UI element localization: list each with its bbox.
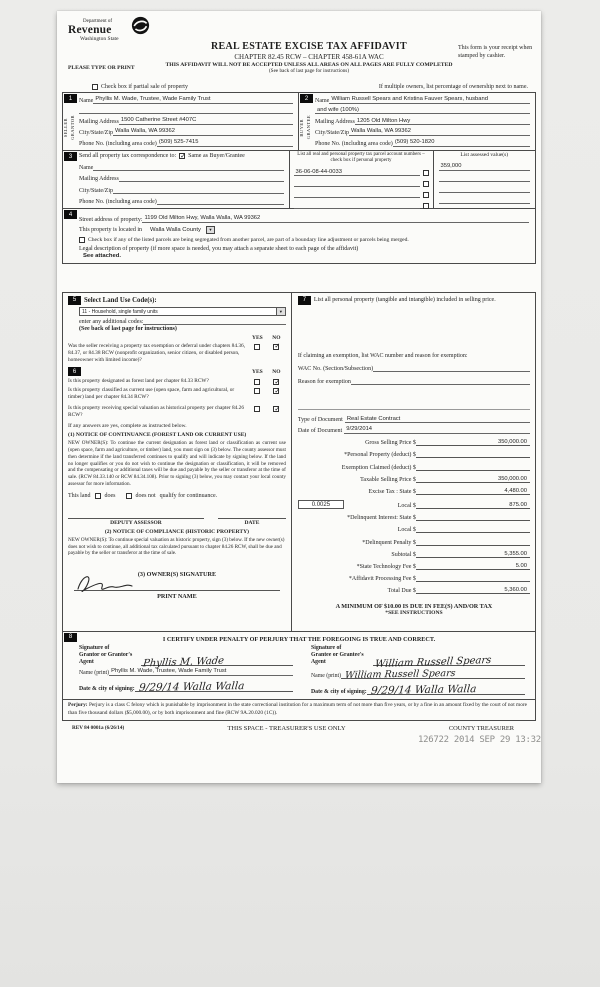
see-back-note: (See back of last page for instructions) bbox=[268, 68, 350, 74]
date-of-document-label: Date of Document bbox=[297, 427, 343, 434]
current-use-question-row bbox=[68, 387, 286, 401]
legal-description-value: See attached. bbox=[83, 252, 121, 259]
grantor-date-city-field[interactable] bbox=[135, 679, 293, 692]
section-7-badge: 7 bbox=[298, 296, 311, 305]
logo-state-text: Washington State bbox=[80, 36, 119, 42]
notice-continuance-title: (1) NOTICE OF CONTINUANCE (FOREST LAND OR CURRENT USE) bbox=[68, 432, 247, 439]
cashier-stamp: 126722 2014 SEP 29 13:32 bbox=[418, 735, 541, 745]
buyer-name-overflow-field[interactable]: and wife (100%) bbox=[315, 107, 530, 115]
corr-csz-label: City/State/Zip bbox=[79, 187, 113, 194]
send-correspondence-label: Send all property tax correspondence to: bbox=[79, 153, 177, 159]
if-any-yes-note: If any answers are yes, complete as instructed below. bbox=[68, 423, 187, 430]
buyer-address-field[interactable]: 1205 Old Milton Hwy bbox=[355, 118, 530, 126]
grantee-signature-block bbox=[299, 644, 531, 698]
section-1-seller bbox=[63, 93, 299, 150]
personal-deduct-field[interactable] bbox=[416, 451, 530, 458]
additional-codes-label: enter any additional codes: bbox=[79, 318, 144, 325]
technology-fee-label: *State Technology Fee $ bbox=[356, 564, 416, 571]
buyer-name-field[interactable]: William Russell Spears and Kristina Fauver Spears, husband bbox=[329, 96, 530, 104]
parcel-numbers-block bbox=[290, 151, 434, 208]
right-column bbox=[292, 293, 535, 631]
chevron-down-icon: ▼ bbox=[208, 227, 213, 233]
parcel-2-field[interactable] bbox=[294, 180, 420, 187]
multiple-owners-note: If multiple owners, list percentage of ownership next to name. bbox=[378, 84, 528, 90]
owner-signature-title: (3) OWNER(S) SIGNATURE bbox=[137, 571, 217, 579]
land-use-title: Select Land Use Code(s): bbox=[84, 296, 157, 304]
checkbox-exemption-no[interactable] bbox=[273, 344, 279, 350]
section-4-badge: 4 bbox=[64, 210, 77, 219]
seller-name-field[interactable]: Phyllis M. Wade, Trustee, Wade Family Trust bbox=[93, 96, 293, 104]
partial-sale-row bbox=[92, 84, 528, 90]
chevron-down-icon bbox=[276, 308, 285, 315]
assessed-2-field[interactable] bbox=[439, 175, 531, 182]
logo-dept-text: Department of bbox=[83, 19, 113, 24]
owner-signature-block bbox=[68, 571, 286, 600]
section-2-badge: 2 bbox=[300, 94, 313, 103]
exemption-deduct-label: Exemption Claimed (deduct) $ bbox=[341, 464, 416, 471]
buyer-role-label: BUYER bbox=[299, 118, 305, 137]
header-center bbox=[162, 19, 456, 74]
grantor-signature-handwriting: Phyllis M. Wade bbox=[142, 655, 225, 670]
section-3-badge: 3 bbox=[64, 152, 77, 161]
dropdown-arrow-glyph: ▼ bbox=[278, 308, 283, 314]
check-icon: ✓ bbox=[274, 342, 281, 351]
signature-of-label: Signature of bbox=[311, 644, 342, 651]
please-type-note: PLEASE TYPE OR PRINT bbox=[68, 65, 135, 71]
checkbox-exemption-yes[interactable] bbox=[254, 344, 260, 350]
located-in-label: This property is located in bbox=[79, 226, 142, 233]
land-use-dropdown[interactable] bbox=[79, 307, 286, 316]
checkbox-forest-yes[interactable] bbox=[254, 379, 260, 385]
section-5-badge: 5 bbox=[68, 296, 81, 305]
subtotal-label: Subtotal $ bbox=[391, 551, 416, 558]
grantee-date-city-label: Date & city of signing: bbox=[311, 689, 367, 696]
certify-statement: I CERTIFY UNDER PENALTY OF PERJURY THAT THE FOREGOING IS TRUE AND CORRECT. bbox=[162, 635, 436, 643]
form-header bbox=[62, 19, 536, 83]
local-rate-row bbox=[298, 500, 416, 509]
corr-name-label: Name bbox=[79, 164, 94, 171]
grantee-date-city-handwriting: 9/29/14 Walla Walla bbox=[370, 683, 477, 698]
seller-phone-label: Phone No. (including area code) bbox=[79, 141, 157, 147]
checkbox-parcel-2-personal[interactable] bbox=[423, 181, 429, 187]
checkbox-does[interactable] bbox=[95, 493, 101, 499]
wac-no-label: WAC No. (Section/Subsection) bbox=[297, 365, 374, 372]
checkbox-currentuse-no[interactable] bbox=[273, 388, 279, 394]
buyer-name-label: Name bbox=[315, 97, 330, 104]
land-use-value: 11 - Household, single family units bbox=[82, 308, 158, 315]
section-7-header bbox=[298, 296, 530, 305]
sections-5-8 bbox=[62, 292, 536, 722]
corr-csz-field[interactable] bbox=[113, 187, 284, 194]
corr-address-field[interactable] bbox=[119, 175, 284, 182]
seller-fields bbox=[77, 94, 298, 150]
print-name-label: PRINT NAME bbox=[157, 593, 197, 601]
partial-sale-label: Check box if partial sale of property bbox=[101, 84, 188, 90]
checkbox-partial-sale[interactable] bbox=[92, 84, 98, 90]
delinquent-interest-local-field[interactable] bbox=[416, 526, 530, 533]
checkbox-currentuse-yes[interactable] bbox=[254, 388, 260, 394]
section-8 bbox=[63, 631, 535, 700]
grantor-signature-block bbox=[67, 644, 299, 698]
seller-name-label: Name bbox=[79, 97, 94, 104]
checkbox-historic-no[interactable] bbox=[273, 406, 279, 412]
checkbox-parcel-1-personal[interactable] bbox=[423, 170, 429, 176]
grantor-agent-label: Grantor or Grantor's Agent bbox=[79, 651, 133, 666]
street-address-label: Street address of property: bbox=[79, 216, 143, 223]
seller-name-overflow-field[interactable] bbox=[79, 107, 293, 114]
this-land-label: This land bbox=[68, 492, 91, 499]
checkbox-segregated[interactable] bbox=[79, 237, 85, 243]
county-treasurer-label: COUNTY TREASURER bbox=[448, 725, 514, 733]
form-warning: THIS AFFIDAVIT WILL NOT BE ACCEPTED UNLESS ALL AREAS ON ALL PAGES ARE FULLY COMPLETED bbox=[165, 62, 453, 68]
section-2-buyer bbox=[299, 93, 535, 150]
minimum-fee-note: A MINIMUM OF $10.00 IS DUE IN FEE(S) AND/OR TAX bbox=[335, 603, 493, 611]
this-land-row bbox=[68, 493, 286, 499]
section-5-header bbox=[68, 296, 286, 305]
gross-price-field[interactable]: 350,000.00 bbox=[416, 439, 530, 446]
buyer-csz-field[interactable]: Walla Walla, WA 99362 bbox=[349, 128, 530, 136]
gross-price-label: Gross Selling Price $ bbox=[365, 440, 416, 447]
grantor-role-label: GRANTOR bbox=[70, 115, 75, 140]
corr-phone-label: Phone No. (including area code) bbox=[79, 199, 157, 205]
deputy-assessor-label: DEPUTY ASSESSOR bbox=[110, 519, 162, 526]
form-title: REAL ESTATE EXCISE TAX AFFIDAVIT bbox=[211, 41, 407, 52]
grantee-signature-handwriting: William Russell Spears bbox=[374, 655, 492, 671]
yes-no-header-6 bbox=[248, 369, 286, 375]
grantee-name-handwriting: William Russell Spears bbox=[344, 668, 457, 682]
grantor-signature-field[interactable] bbox=[141, 651, 293, 670]
local-rate-box[interactable]: 0.0025 bbox=[298, 500, 344, 509]
deputy-assessor-block bbox=[68, 510, 204, 526]
subtotal-field[interactable]: 5,355.00 bbox=[416, 551, 530, 558]
perjury-label: Perjury: bbox=[68, 702, 88, 709]
dor-logo bbox=[68, 19, 178, 42]
grantor-date-city-handwriting: 9/29/14 Walla Walla bbox=[138, 680, 245, 694]
parcel-header: List all real and personal property tax parcel account numbers – check box if personal property bbox=[297, 152, 425, 164]
affidavit-page bbox=[57, 11, 541, 783]
check-icon: ✓ bbox=[274, 377, 281, 386]
processing-fee-label: *Affidavit Processing Fee $ bbox=[348, 576, 416, 583]
total-due-field[interactable]: 5,360.00 bbox=[416, 587, 530, 594]
section-8-badge: 8 bbox=[64, 633, 77, 642]
county-dropdown[interactable] bbox=[206, 226, 215, 234]
logo-revenue-text: Revenue bbox=[68, 24, 112, 36]
grantor-name-print-field[interactable]: Phyllis M. Wade, Trustee, Wade Family Trust bbox=[109, 668, 293, 676]
seller-phone-field[interactable]: (509) 525-7415 bbox=[157, 139, 293, 147]
whitespace-gap bbox=[62, 264, 536, 292]
form-footer bbox=[62, 721, 536, 732]
section-6-badge: 6 bbox=[68, 367, 81, 376]
buyer-address-label: Mailing Address bbox=[315, 119, 355, 126]
notice-compliance-title: (2) NOTICE OF COMPLIANCE (HISTORIC PROPERTY) bbox=[104, 528, 250, 535]
yes-label: YES bbox=[252, 368, 263, 375]
seller-address-field[interactable]: 1500 Catherine Street #407C bbox=[119, 117, 293, 125]
see-instructions-note: *SEE INSTRUCTIONS bbox=[385, 610, 443, 617]
delinquent-penalty-field[interactable] bbox=[416, 539, 530, 546]
section-1-badge: 1 bbox=[64, 94, 77, 103]
rev-number: REV 84 0001a (6/26/14) bbox=[72, 725, 125, 732]
current-use-question: Is this property classified as current use (open space, farm and agricultural, or timber) land per chapter 84.34 RCW? bbox=[68, 387, 235, 401]
reason-exemption-field[interactable] bbox=[351, 378, 530, 385]
assessed-header: List assessed value(s) bbox=[460, 152, 509, 158]
grantee-signature-field[interactable] bbox=[373, 651, 525, 671]
taxable-price-label: Taxable Selling Price $ bbox=[360, 476, 416, 483]
seller-address-label: Mailing Address bbox=[79, 119, 119, 125]
forest-question: Is this property designated as forest land per chapter 84.33 RCW? bbox=[68, 378, 209, 385]
assessor-date-line[interactable] bbox=[218, 510, 286, 519]
parcel-3-field[interactable] bbox=[294, 191, 420, 198]
delinquent-interest-local-label: Local $ bbox=[397, 527, 416, 534]
type-of-document-field[interactable]: Real Estate Contract bbox=[345, 416, 530, 424]
sections-1-4 bbox=[62, 92, 536, 264]
grantee-agent-label: Grantee or Grantee's Agent bbox=[311, 651, 364, 666]
grantee-name-print-field[interactable] bbox=[341, 668, 525, 682]
see-back-instructions: (See back of last page for instructions) bbox=[79, 325, 177, 332]
section-3 bbox=[63, 151, 535, 209]
check-icon: ✓ bbox=[274, 404, 281, 413]
delinquent-interest-state-field[interactable] bbox=[416, 514, 530, 521]
street-address-field[interactable]: 1199 Old Milton Hwy, Walla Walla, WA 99362 bbox=[142, 215, 529, 223]
date-of-document-field[interactable]: 9/29/2014 bbox=[344, 426, 530, 434]
taxable-price-field[interactable]: 350,000.00 bbox=[416, 476, 530, 483]
check-icon: ✓ bbox=[180, 151, 187, 160]
corr-phone-field[interactable] bbox=[157, 198, 284, 205]
checkbox-historic-yes[interactable] bbox=[254, 406, 260, 412]
grantor-name-print-label: Name (print) bbox=[79, 670, 110, 677]
grantee-date-city-field[interactable] bbox=[367, 682, 525, 698]
personal-property-label: List all personal property (tangible and intangible) included in selling price. bbox=[313, 296, 496, 303]
local-tax-field[interactable]: 875.00 bbox=[416, 502, 530, 509]
total-due-label: Total Due $ bbox=[387, 588, 416, 595]
assessed-3-field[interactable] bbox=[439, 186, 531, 193]
dor-swirl-icon bbox=[131, 16, 150, 40]
claiming-exemption-label: If claiming an exemption, list WAC number and reason for exemption: bbox=[297, 352, 468, 359]
perjury-text: Perjury is a class C felony which is punishable by imprisonment in the state correctional institution for a maximum term of not more than five years, or by a fine in an amount fixed by the court of not more than five thousand dollars ($5,000.00), or by both imprisonment and fine (RCW 9A.20.020 (1C)). bbox=[68, 702, 528, 716]
parcel-1-field[interactable]: 36-06-08-44-0033 bbox=[294, 169, 420, 177]
treasurer-use-label: THIS SPACE - TREASURER'S USE ONLY bbox=[227, 725, 346, 733]
notice-compliance-body: NEW OWNER(S): To continue special valuation as historic property, sign (3) below. If the new owner(s) does not wish to continue, all additional tax calculated pursuant to chapter 84.26 RCW, shall be due and payable by the seller or transferor at the time of sale. bbox=[68, 536, 285, 557]
technology-fee-field[interactable]: 5.00 bbox=[416, 563, 530, 570]
buyer-phone-label: Phone No. (including area code) bbox=[315, 140, 393, 147]
parties-row bbox=[63, 93, 535, 151]
assessor-date-block bbox=[218, 510, 286, 526]
same-as-buyer-label: Same as Buyer/Grantee bbox=[188, 153, 245, 159]
section-6-header bbox=[68, 367, 286, 376]
wac-no-field[interactable] bbox=[373, 365, 530, 372]
deputy-assessor-signature-line[interactable] bbox=[68, 510, 204, 519]
check-icon: ✓ bbox=[274, 386, 281, 395]
section-4 bbox=[63, 209, 535, 263]
corr-name-field[interactable] bbox=[93, 164, 283, 171]
grantor-date-city-label: Date & city of signing: bbox=[79, 686, 135, 693]
buyer-csz-label: City/State/Zip bbox=[315, 130, 349, 137]
grantee-role-label: GRANTEE bbox=[306, 115, 311, 140]
yes-no-header-5 bbox=[68, 335, 286, 341]
signature-of-label: Signature of bbox=[79, 644, 110, 651]
left-column bbox=[63, 293, 292, 631]
receipt-note: This form is your receipt when stamped by cashier. bbox=[458, 45, 533, 59]
does-not-label: does not bbox=[135, 492, 156, 499]
checkbox-does-not[interactable] bbox=[126, 493, 132, 499]
local-tax-label: Local $ bbox=[397, 503, 416, 510]
seller-csz-label: City/State/Zip bbox=[79, 130, 113, 136]
does-label: does bbox=[104, 492, 116, 499]
yes-label: YES bbox=[252, 334, 263, 341]
assessed-1-field[interactable]: 359,000 bbox=[439, 163, 531, 171]
personal-deduct-label: *Personal Property (deduct) $ bbox=[344, 452, 416, 459]
exemption-question-row bbox=[68, 343, 286, 364]
tax-computation-block bbox=[298, 409, 530, 620]
legal-description-label: Legal description of property (if more space is needed, you may attach a separate sheet to each page of the affidavit) bbox=[79, 245, 359, 252]
exemption-deduct-field[interactable] bbox=[416, 464, 530, 471]
notice-continuance-body: NEW OWNER(S): To continue the current designation as forest land or classification as current use (open space, farm and agriculture, or timber) land, you must sign on (3) below. The county assessor must then determine if the land transferred continues to qualify and will indicate by signing below. If the land no longer qualifies or you do not wish to continue the designation or classification, it will be removed and the compensating or additional taxes will be due and payable by the seller or transferor at the time of sale. (RCW 84.33.140 or RCW 84.34.108). Prior to signing (3) below, you may contact your local county assessor for more information. bbox=[68, 440, 286, 487]
form-chapter: CHAPTER 82.45 RCW – CHAPTER 458-61A WAC bbox=[234, 53, 384, 61]
historic-question: Is this property receiving special valuation as historical property per chapter 84.26 RCW? bbox=[68, 405, 244, 419]
type-of-document-label: Type of Document bbox=[297, 417, 343, 424]
checkbox-parcel-3-personal[interactable] bbox=[423, 192, 429, 198]
seller-role-label: SELLER bbox=[63, 117, 69, 138]
no-label: NO bbox=[272, 334, 281, 341]
exemption-question: Was the seller receiving a property tax exemption or deferral under chapters 84.36, 84.37, or 84.38 RCW (nonprofit organization, senior citizen, or disabled person, homeowner with limited income)? bbox=[68, 342, 246, 363]
assessed-values-block bbox=[434, 151, 536, 208]
perjury-notice bbox=[63, 699, 535, 720]
buyer-phone-field[interactable]: (509) 520-1820 bbox=[393, 139, 530, 147]
forest-question-row bbox=[68, 378, 286, 385]
delinquent-penalty-label: *Delinquent Penalty $ bbox=[362, 539, 416, 546]
grantee-name-print-label: Name (print) bbox=[311, 673, 342, 680]
buyer-fields bbox=[313, 94, 535, 150]
county-value: Walla Walla County bbox=[150, 226, 201, 233]
tax-correspondence-block bbox=[63, 151, 290, 208]
owner-signature-scribble[interactable] bbox=[74, 571, 136, 602]
segregated-label: Check box if any of the listed parcels are being segregated from another parcel, are part of a boundary line adjustment or parcels being merged. bbox=[88, 236, 409, 243]
additional-codes-field[interactable] bbox=[143, 318, 285, 325]
processing-fee-field[interactable] bbox=[416, 575, 530, 582]
reason-exemption-label: Reason for exemption bbox=[297, 378, 351, 385]
corr-address-label: Mailing Address bbox=[79, 176, 119, 182]
historic-question-row bbox=[68, 405, 286, 419]
deputy-assessor-row bbox=[68, 510, 286, 526]
delinquent-interest-state-label: *Delinquent Interest: State $ bbox=[347, 515, 416, 522]
no-label: NO bbox=[272, 368, 281, 375]
assessed-4-field[interactable] bbox=[439, 197, 531, 204]
excise-state-field[interactable]: 4,480.00 bbox=[416, 488, 530, 495]
checkbox-forest-no[interactable] bbox=[273, 379, 279, 385]
seller-csz-field[interactable]: Walla Walla, WA 99362 bbox=[113, 128, 293, 136]
assessor-date-label: DATE bbox=[244, 519, 260, 526]
checkbox-same-as-buyer[interactable] bbox=[179, 153, 185, 159]
qualify-label: qualify for continuance. bbox=[159, 492, 218, 499]
excise-state-label: Excise Tax : State $ bbox=[368, 488, 416, 495]
